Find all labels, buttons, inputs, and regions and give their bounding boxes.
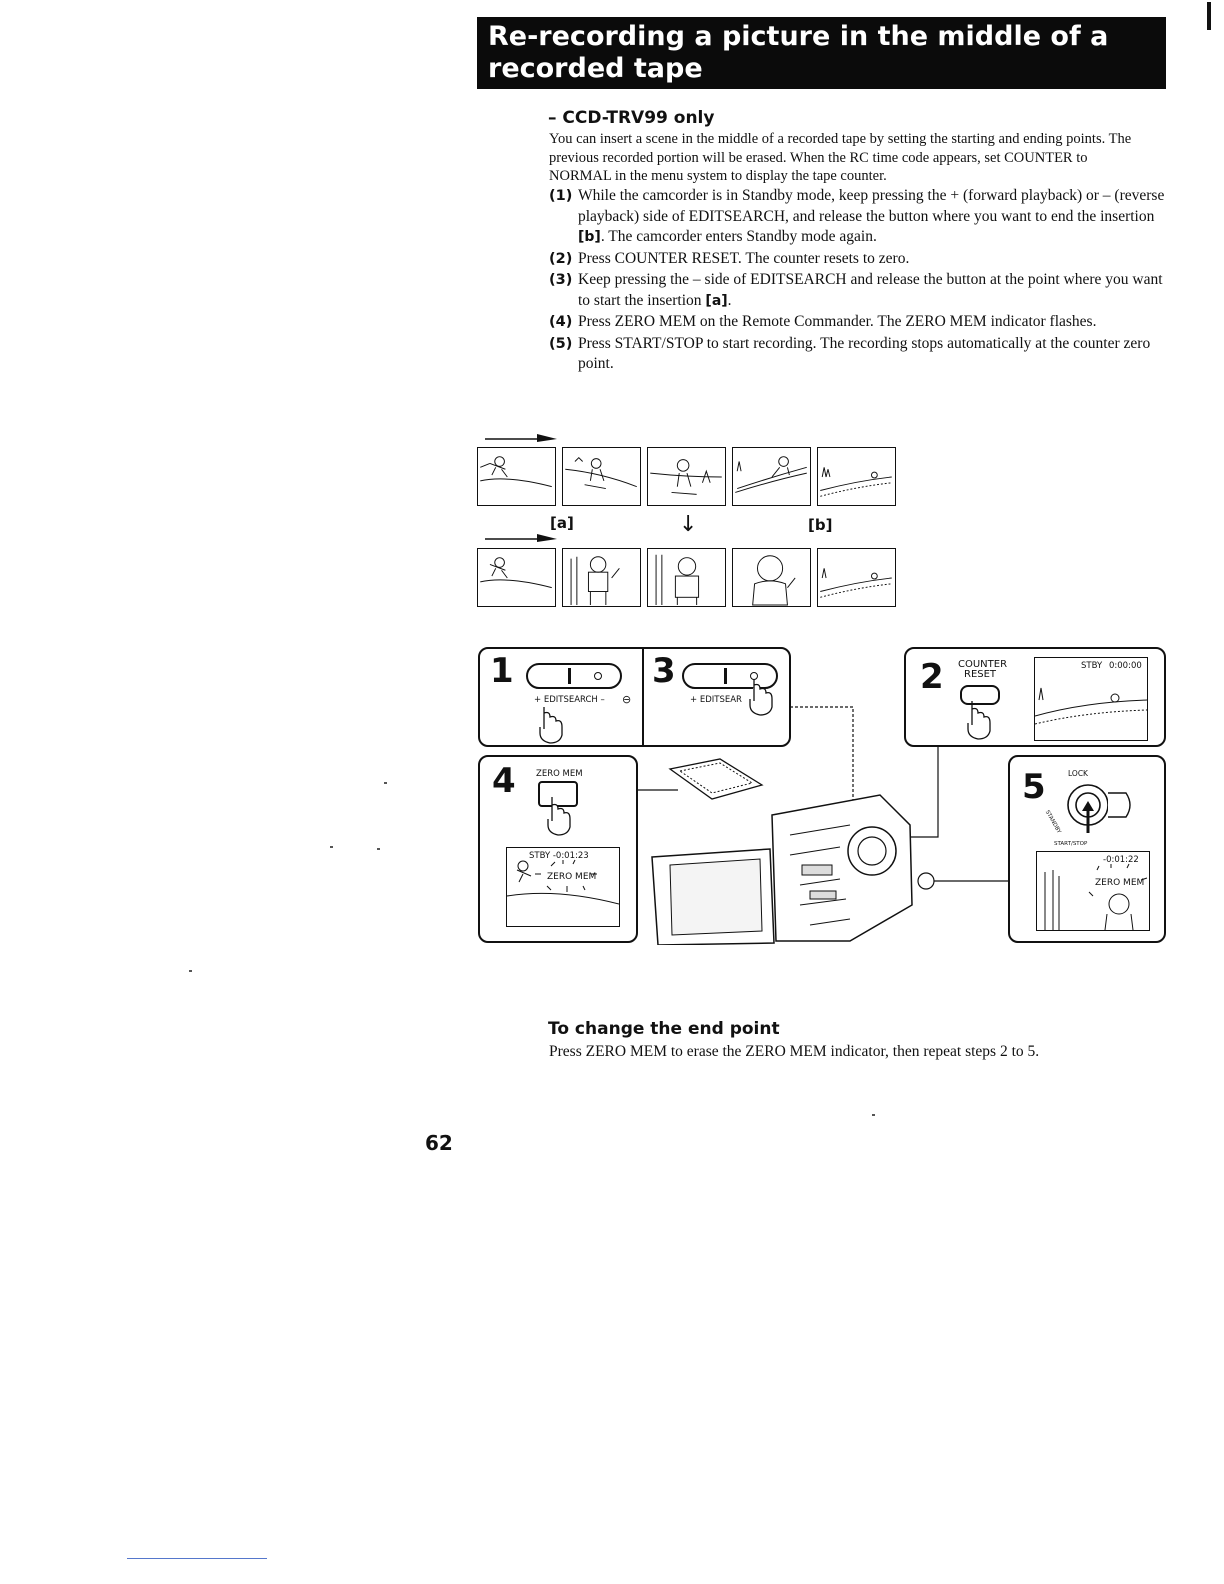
insert-down-arrow: ↓ <box>679 512 698 537</box>
rewind-icon: ⊖ <box>622 693 632 706</box>
lcd-zero-mem-4 <box>506 847 620 927</box>
frames-row-before <box>477 447 896 506</box>
lcd-counter-zero <box>1034 657 1148 741</box>
model-subheading: – CCD-TRV99 only <box>548 108 715 128</box>
step-text <box>578 249 1169 270</box>
pressing-hand-icon-3 <box>746 677 780 717</box>
frame-skier-4 <box>732 447 811 506</box>
step-text <box>578 312 1169 333</box>
lcd-counter-zero-text: 0:00:00 <box>1109 661 1142 671</box>
frame-skier-5 <box>817 447 896 506</box>
scan-speck <box>330 846 333 848</box>
lcd5-zero-mem-text: ZERO MEM <box>1095 878 1145 888</box>
step-5-number: 5 <box>1022 767 1046 807</box>
counter-reset-label-line2: RESET <box>964 669 997 680</box>
step-text <box>578 186 1169 248</box>
camcorder-illustration <box>650 755 940 945</box>
scan-speck <box>384 782 387 784</box>
page-title-line-2: recorded tape <box>488 53 703 84</box>
tape-direction-arrow-top <box>485 428 565 442</box>
step-body: Press ZERO MEM on the Remote Commander. The ZERO MEM indicator flashes. <box>578 313 1097 330</box>
step-marker: [a] <box>705 292 728 309</box>
step-item <box>549 334 1169 375</box>
step-body: While the camcorder is in Standby mode, keep pressing the + (forward playback) or – (reverse playback) side of EDITSEARCH, and release the button where you want to end the insertion <box>578 187 1165 225</box>
footer-rule <box>127 1558 267 1559</box>
frames-row-after <box>477 548 896 607</box>
panel-step-5 <box>1008 755 1166 943</box>
tape-direction-arrow-bottom <box>485 528 565 542</box>
lcd-zero-mem-5 <box>1036 851 1150 931</box>
pressing-hand-icon-2 <box>962 699 996 743</box>
step-marker: [b] <box>578 229 601 245</box>
pressing-hand-icon <box>536 705 570 745</box>
editsearch-label-3: + EDITSEAR <box>690 695 742 705</box>
step-item <box>549 312 1169 333</box>
step-number: (5) <box>549 335 573 352</box>
step-body: Press START/STOP to start recording. The recording stops automatically at the counter zero point. <box>578 334 1151 372</box>
lcd4-counter-text: STBY -0:01:23 <box>529 851 589 861</box>
remote-commander <box>670 759 762 799</box>
label-a: [a] <box>550 514 574 532</box>
zero-mem-button-label: ZERO MEM <box>536 769 583 779</box>
page-title-line-1: Re-recording a picture in the middle of a <box>488 21 1109 52</box>
frame-after-child-3 <box>732 548 811 607</box>
step-tail: . The camcorder enters Standby mode again. <box>600 228 877 245</box>
editsearch-label-1: + EDITSEARCH – <box>534 695 605 705</box>
lcd4-zero-mem-text: ZERO MEM <box>547 872 597 882</box>
panel-divider <box>642 649 644 745</box>
frame-skier-2 <box>562 447 641 506</box>
panel-steps-1-3 <box>478 647 791 747</box>
step-text <box>578 270 1169 311</box>
step-3-number: 3 <box>652 651 676 691</box>
scan-speck <box>377 848 380 850</box>
step-item <box>549 249 1169 270</box>
step-text <box>578 334 1169 375</box>
pressing-hand-icon-4 <box>542 795 576 839</box>
scan-speck <box>189 970 192 972</box>
step-item <box>549 270 1169 311</box>
start-stop-dial-icon[interactable] <box>1060 775 1140 835</box>
standby-label: STANDBY <box>1043 809 1062 835</box>
step-4-number: 4 <box>492 761 516 801</box>
frame-after-child-1 <box>562 548 641 607</box>
lcd-stby-text: STBY <box>1081 661 1103 671</box>
counter-reset-label-line1: COUNTER <box>958 659 1008 670</box>
step-body: Keep pressing the – side of EDITSEARCH and release the button at the point where you want to start the insertion <box>578 271 1163 309</box>
page-edge-mark <box>1207 2 1211 30</box>
step-tail: . <box>727 291 732 309</box>
operation-diagram <box>478 645 1168 945</box>
scan-speck <box>872 1114 875 1116</box>
change-end-heading: To change the end point <box>548 1019 780 1039</box>
page-title <box>477 17 1166 89</box>
label-b: [b] <box>808 516 833 534</box>
step-number: (4) <box>549 314 573 330</box>
intro-paragraph: You can insert a scene in the middle of a recorded tape by setting the starting and ending points. The previous recorded portion will be erased. When the RC time code appears, set COUNTER to NORMAL in the menu system to display the tape counter. <box>549 131 1132 184</box>
step-item <box>549 186 1169 248</box>
frame-after-skier <box>477 548 556 607</box>
step-number: (2) <box>549 250 573 267</box>
lock-label: LOCK <box>1068 769 1088 778</box>
step-number: (1) <box>549 188 573 204</box>
frame-skier-3 <box>647 447 726 506</box>
change-end-body: Press ZERO MEM to erase the ZERO MEM indicator, then repeat steps 2 to 5. <box>549 1043 1040 1060</box>
lcd5-counter-text: -0:01:22 <box>1103 855 1139 865</box>
editsearch-button-1[interactable] <box>526 663 622 689</box>
panel-step-4 <box>478 755 638 943</box>
page-number: 62 <box>425 1131 453 1155</box>
panel-step-2 <box>904 647 1166 747</box>
step-body: Press COUNTER RESET. The counter resets to zero. <box>578 249 910 267</box>
steps-list <box>549 186 1169 376</box>
step-number: (3) <box>549 272 573 288</box>
startstop-label: START/STOP <box>1054 841 1088 847</box>
step-1-number: 1 <box>490 651 514 691</box>
frame-after-end <box>817 548 896 607</box>
frame-after-child-2 <box>647 548 726 607</box>
frame-skier-1 <box>477 447 556 506</box>
step-2-number: 2 <box>920 657 944 697</box>
